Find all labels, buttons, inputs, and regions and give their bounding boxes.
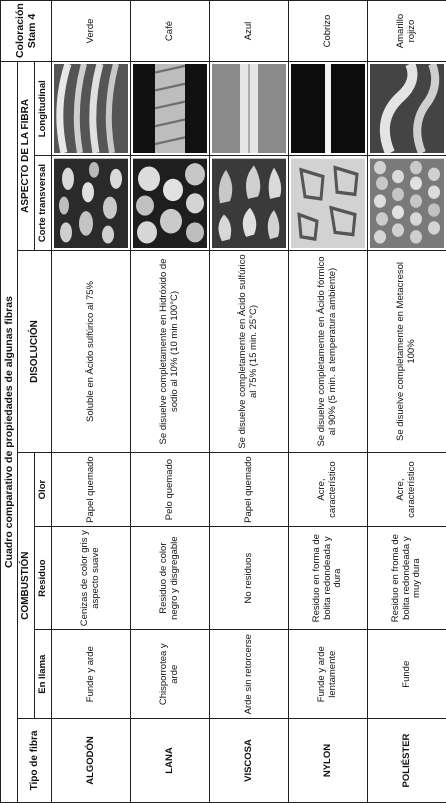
- polyester-longitudinal-micrograph-icon: [368, 62, 446, 156]
- residuo-cell: Residuo de color negro y disgregable: [131, 526, 210, 630]
- disolucion-cell: Soluble en Ácido sulfúrico al 75%: [52, 250, 131, 453]
- header-olor: Olor: [35, 453, 52, 527]
- nylon-cross-section-micrograph-icon: [289, 156, 368, 250]
- disolucion-cell: Se disuelve completamente en Metacresol 100%: [368, 250, 446, 453]
- fiber-name: NYLON: [289, 719, 368, 803]
- header-longitudinal: Longitudinal: [35, 62, 52, 156]
- header-coloracion: Coloración Stam 4: [1, 1, 52, 62]
- wool-cross-section-micrograph-icon: [131, 156, 210, 250]
- olor-cell: Pelo quemado: [131, 453, 210, 527]
- table-row: [52, 1, 131, 803]
- polyester-cross-section-micrograph-icon: [368, 156, 446, 250]
- table-title: Cuadro comparativo de propiedades de algunas fibras: [1, 62, 18, 803]
- viscose-cross-section-micrograph-icon: [210, 156, 289, 250]
- coloracion-cell: Café: [131, 1, 210, 62]
- table-row: [289, 1, 368, 803]
- header-disolucion: DISOLUCIÓN: [18, 250, 52, 453]
- header-combustion: COMBUSTIÓN: [18, 453, 35, 719]
- cotton-cross-section-micrograph-icon: [52, 156, 131, 250]
- fiber-name: VISCOSA: [210, 719, 289, 803]
- fiber-name: POLIÉSTER: [368, 719, 446, 803]
- residuo-cell: Residuo en forma de bolita redondeada y dura: [289, 526, 368, 630]
- olor-cell: Acre, característico: [289, 453, 368, 527]
- disolucion-cell: Se disuelve completamente en Ácido sulfúrico al 75% (15 min. 25°C): [210, 250, 289, 453]
- coloracion-cell: Cobrizo: [289, 1, 368, 62]
- en-llama-cell: Arde sin retorcerse: [210, 630, 289, 719]
- residuo-cell: No residuos: [210, 526, 289, 630]
- nylon-longitudinal-micrograph-icon: [289, 62, 368, 156]
- en-llama-cell: Funde: [368, 630, 446, 719]
- table-row: [131, 1, 210, 803]
- table-row: [368, 1, 446, 803]
- disolucion-cell: Se disuelve completamente en Ácido fórmico al 90% (5 min. a temperatura ambiente): [289, 250, 368, 453]
- disolucion-cell: Se disuelve completamente en Hidróxido de sodio al 10% (10 min 100°C): [131, 250, 210, 453]
- coloracion-cell: Verde: [52, 1, 131, 62]
- table-row: [210, 1, 289, 803]
- en-llama-cell: Chisporrotea y arde: [131, 630, 210, 719]
- olor-cell: Papel quemado: [52, 453, 131, 527]
- header-residuo: Residuo: [35, 526, 52, 630]
- fiber-name: ALGODÓN: [52, 719, 131, 803]
- olor-cell: Papel quemado: [210, 453, 289, 527]
- wool-longitudinal-micrograph-icon: [131, 62, 210, 156]
- header-aspecto: ASPECTO DE LA FIBRA: [18, 62, 35, 251]
- header-en-llama: En llama: [35, 630, 52, 719]
- en-llama-cell: Funde y arde lentamente: [289, 630, 368, 719]
- viscose-longitudinal-micrograph-icon: [210, 62, 289, 156]
- coloracion-cell: Amarillo rojizo: [368, 1, 446, 62]
- cotton-longitudinal-micrograph-icon: [52, 62, 131, 156]
- residuo-cell: Cenizas de color gris y aspecto suave: [52, 526, 131, 630]
- olor-cell: Acre, característico: [368, 453, 446, 527]
- header-tipo: Tipo de fibra: [18, 719, 52, 803]
- fiber-name: LANA: [131, 719, 210, 803]
- header-corte: Corte transversal: [35, 156, 52, 250]
- residuo-cell: Residuo en froma de bolita redondeada y muy dura: [368, 526, 446, 630]
- coloracion-cell: Azul: [210, 1, 289, 62]
- en-llama-cell: Funde y arde: [52, 630, 131, 719]
